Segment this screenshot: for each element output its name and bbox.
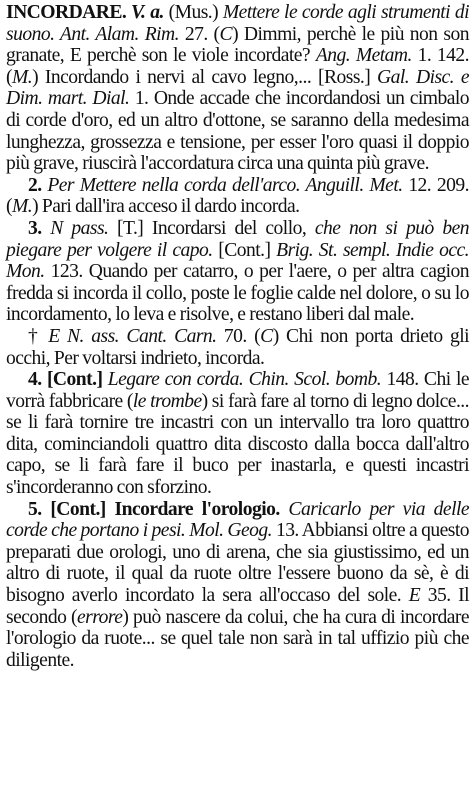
source-mark: M. [11, 66, 33, 88]
quotation-text: ) Incordando i nervi al cavo legno,... [Ross.] [32, 66, 378, 88]
source-mark: C [260, 325, 273, 347]
sense-number: 3. [28, 217, 51, 239]
entry-sense-3 [6, 218, 469, 326]
subentry-headword: Incordare l'orologio. [114, 498, 280, 520]
grammar-label: N pass. [50, 217, 109, 239]
source-mark: [Cont.] [212, 239, 277, 261]
citation-number: 27. ( [178, 23, 220, 45]
sense-number: 4. [Cont.] [28, 369, 108, 391]
source-mark: M. [11, 196, 33, 218]
quotation-text: 1. Onde accade che incordandosi un cimbalo di corde d'oro, ed un altro d'ottone, se saranno della medesima lunghezza, grossezza e tensione, per esser l'oro quasi il doppio più grave, riuscirà l'accordatura circa una quinta più grave. [6, 88, 469, 175]
sense-number: 5. [Cont.] [28, 498, 115, 520]
quotation-text: 35. Il secondo ( [6, 585, 469, 628]
entry-sense-2 [6, 175, 469, 218]
quotation-text: 123. Quando per catarro, o per l'aere, o per altra cagion fredda si incorda il collo, poste le foglie calde nel dolore, o su lo incordamento, lo leva e risolve, e restano liberi dal male. [6, 261, 469, 326]
quotation-text: [T.] Incordarsi del collo, [108, 217, 315, 239]
quotation-text: 13. Abbiansi oltre a questo preparati due orologi, uno di arena, che sia giustissimo, ed un altro di ruote, il qual da ruote oltre l'essere buono da sè, è di bisogno averlo incordato la sera all'occaso del sole. [6, 520, 469, 607]
definition-text: Caricarlo per via delle corde che portano i pesi. Mol. Geog. [6, 498, 470, 542]
quotation-text: ) Chi non porta drieto gli occhi, Per voltarsi indrieto, incorda. [6, 325, 469, 369]
citation-source: Brig. St. sempl. Indie occ. Mon. [6, 239, 469, 283]
quotation-text: ) Dimmi, perchè le più non son granate, E perchè son le viole incordate? [6, 23, 469, 67]
headword: INCORDARE. [6, 2, 127, 23]
entry-sense-4 [6, 369, 469, 499]
citation-number: 148. Chi le vorrà fabbricare ( [6, 369, 469, 412]
definition-text: che non si può ben piegare per volgere il capo. [6, 217, 469, 261]
definition-text: Legare con corda. Chin. Scol. bomb. [107, 369, 382, 391]
sense-number: 2. [28, 174, 48, 196]
quotation-text: ) può nascere da colui, che ha cura di incordare l'orologio da ruote... se quel tale non sarà in tal uffizio più che diligente. [6, 606, 469, 671]
citation-number: 70. ( [216, 325, 261, 347]
entry-sense-5 [6, 499, 469, 672]
entry-sense-3-sub [6, 326, 469, 369]
source-mark: C [219, 23, 233, 45]
citation-source: E N. ass. Cant. Carn. [48, 325, 217, 347]
citation-number: 12. 209. ( [6, 174, 469, 218]
obsolete-mark: † [28, 325, 49, 347]
citation-source: Gal. Disc. e Dim. mart. Dial. [6, 66, 469, 110]
gloss-text: le trombe [132, 390, 202, 412]
citation-source: E [408, 585, 421, 607]
quotation-text: ) Pari dall'ira acceso il dardo incorda. [32, 196, 300, 218]
citation-number: 1. 142. ( [6, 45, 469, 88]
definition-text: Mettere le corde agli strumenti di suono. Ant. Alam. Rim. [6, 2, 469, 45]
quotation-text: ) si farà fare al torno di legno dolce... se li farà tornire tre incastri con un intervallo tra loro quattro dita, cominciandoli quattro dita discosto dalla bocca dall'altro capo, se li farà fare il buco per inastarla, e questi incastri s'incorderanno con sforzino. [6, 390, 470, 499]
citation-source: Ang. Metam. [315, 45, 412, 67]
gloss-text: errore [77, 606, 123, 628]
domain-label: (Mus.) [163, 2, 223, 23]
definition-text: Per Mettere nella corda dell'arco. Anguill. Met. [47, 174, 403, 196]
grammar-label: V. a. [131, 2, 164, 23]
entry-definition-main [6, 2, 469, 175]
